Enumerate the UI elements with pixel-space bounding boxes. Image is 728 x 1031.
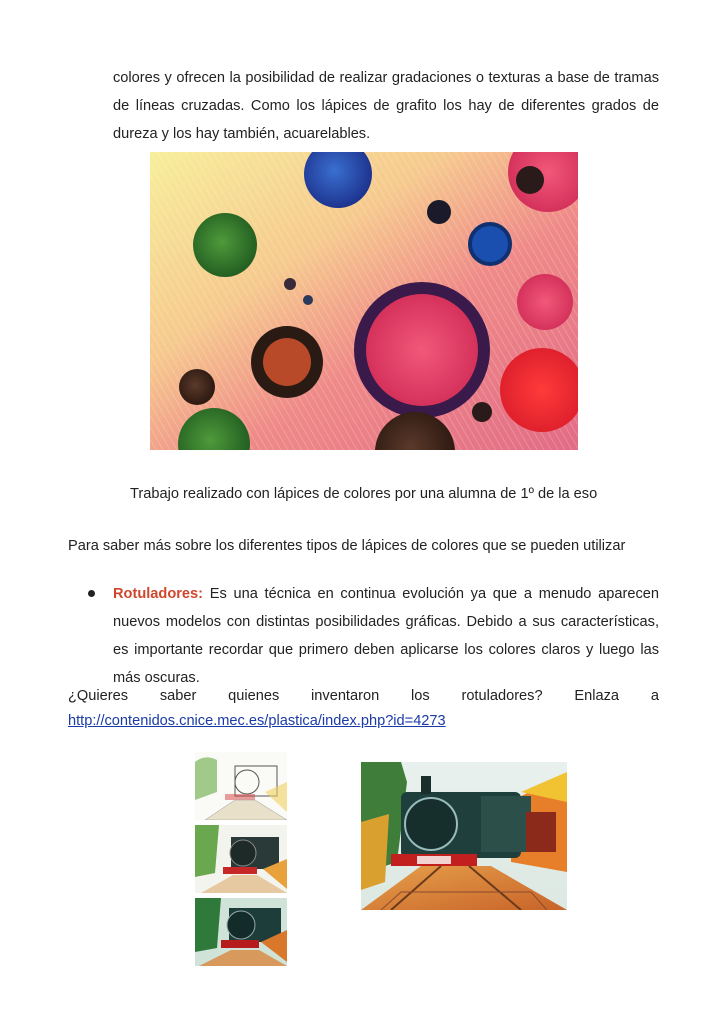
question-word: ¿Quieres xyxy=(68,688,129,704)
artwork-caption: Trabajo realizado con lápices de colores por una alumna de 1º de la eso xyxy=(130,486,598,502)
markers-paragraph xyxy=(113,584,659,696)
cnice-link[interactable]: http://contenidos.cnice.mec.es/plastica/index.php?id=4273 xyxy=(68,713,446,729)
question-word: rotuladores? xyxy=(461,688,543,704)
train-drawing-stage-2 xyxy=(195,825,287,893)
colored-pencil-artwork xyxy=(150,152,578,450)
bullet-dot xyxy=(88,590,95,597)
markers-term: Rotuladores: xyxy=(113,586,203,602)
markers-line: nuevos modelos con distintas posibilidades gráficas. Debido a sus características, xyxy=(113,614,659,630)
markers-line: más oscuras. xyxy=(113,670,200,686)
intro-line: de líneas cruzadas. Como los lápices de grafito los hay de diferentes grados de xyxy=(113,98,659,114)
question-word: los xyxy=(411,688,430,704)
intro-paragraph xyxy=(113,68,659,152)
markers-line xyxy=(113,584,659,612)
intro-line: dureza y los hay también, acuarelables. xyxy=(113,126,371,142)
more-info-text: Para saber más sobre los diferentes tipos de lápices de colores que se pueden utilizar xyxy=(68,538,626,554)
question-word: saber xyxy=(159,688,197,704)
markers-first-line: Es una técnica en continua evolución ya que a menudo aparecen xyxy=(203,586,659,602)
question-word: quienes xyxy=(228,688,280,704)
markers-line: es importante recordar que primero deben aplicarse los colores claros y luego las xyxy=(113,642,659,658)
intro-line: colores y ofrecen la posibilidad de realizar gradaciones o texturas a base de tramas xyxy=(113,70,659,86)
question-word: inventaron xyxy=(311,688,380,704)
question-line xyxy=(68,686,659,706)
train-drawing-stage-1 xyxy=(195,752,287,820)
train-drawing-stage-3 xyxy=(195,898,287,966)
question-word: a xyxy=(650,688,659,704)
question-word: Enlaza xyxy=(574,688,620,704)
train-drawing-final xyxy=(361,762,567,910)
